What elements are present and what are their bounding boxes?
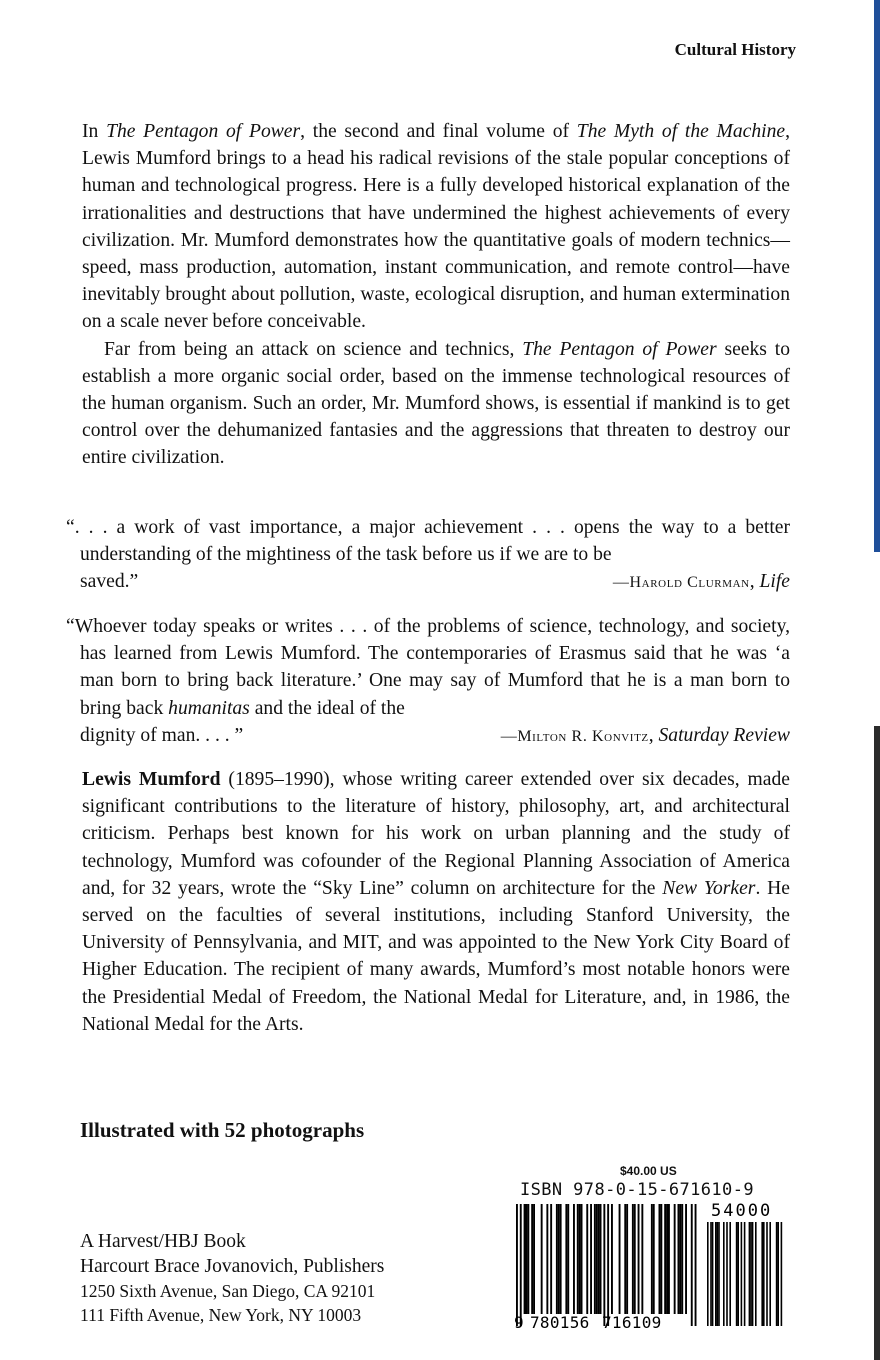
magazine-name: New Yorker — [662, 877, 756, 899]
barcode-bar — [594, 1204, 596, 1314]
description-paragraph-2: Far from being an attack on science and technics, The Pentagon of Power seeks to establish a more organic social order, based on the immense technological resources of the human organism. Such an order, Mr. Mumford shows, is essential if mankind is to get control over the dehumanized fantasies and the aggressions that threaten to destroy our entire civilization. — [82, 338, 790, 469]
barcode-bar — [641, 1204, 643, 1314]
barcode-left-digits: 780156 — [530, 1313, 590, 1332]
addon-bar — [726, 1222, 728, 1326]
addon-bar — [769, 1222, 771, 1326]
barcode-bar — [678, 1204, 680, 1314]
addon-bar — [710, 1222, 712, 1326]
quote-text-end: dignity of man. . . . ” — [80, 724, 244, 746]
review-quote-1 — [66, 514, 790, 597]
quote-text: “. . . a work of vast importance, a major achievement . . . opens the way to a better understanding of the mightiness of the task before us if we are to be — [66, 517, 790, 566]
barcode-bar — [526, 1204, 528, 1314]
barcode-first-digit: 9 — [514, 1313, 524, 1332]
barcode-bar — [558, 1204, 560, 1314]
publisher-block — [80, 1230, 384, 1327]
barcode-bar — [660, 1204, 662, 1314]
book-description — [82, 118, 790, 472]
barcode — [504, 1198, 794, 1334]
barcode-bar — [607, 1204, 609, 1326]
book-title: The Pentagon of Power — [106, 121, 301, 142]
barcode-bar — [651, 1204, 653, 1314]
barcode-bar — [546, 1204, 548, 1314]
barcode-bar — [638, 1204, 640, 1314]
barcode-bar — [596, 1204, 598, 1314]
addon-bar — [744, 1222, 746, 1326]
barcode-bar — [600, 1204, 602, 1314]
barcode-bar — [527, 1204, 529, 1314]
barcode-bar — [674, 1204, 676, 1314]
spine-edge-dark — [874, 726, 880, 1360]
addon-bar — [717, 1222, 719, 1326]
barcode-bar — [579, 1204, 581, 1314]
barcode-bar — [619, 1204, 621, 1314]
barcode-right-digits: 716109 — [602, 1313, 662, 1332]
barcode-bar — [556, 1204, 558, 1314]
barcode-bar — [550, 1204, 552, 1314]
barcode-bar — [695, 1204, 697, 1326]
category-label: Cultural History — [674, 40, 796, 59]
barcode-bar — [626, 1204, 628, 1314]
publisher-name: Harcourt Brace Jovanovich, Publishers — [80, 1255, 385, 1277]
barcode-bar — [691, 1204, 693, 1326]
author-name: Lewis Mumford — [82, 769, 221, 790]
ean13-bars — [516, 1204, 697, 1326]
addon-bar — [777, 1222, 779, 1326]
addon-bar — [752, 1222, 754, 1326]
addon-bar — [729, 1222, 731, 1326]
addon-bars — [707, 1222, 782, 1326]
addon-bar — [712, 1222, 714, 1326]
barcode-bar — [598, 1204, 600, 1314]
addon-bar — [750, 1222, 752, 1326]
barcode-bar — [567, 1204, 569, 1314]
addon-bar — [737, 1222, 739, 1326]
barcode-bar — [664, 1204, 666, 1314]
addon-bar — [755, 1222, 757, 1326]
isbn-text: ISBN 978-0-15-671610-9 — [520, 1180, 754, 1200]
review-quote-2 — [66, 613, 790, 750]
addon-bar — [781, 1222, 783, 1326]
barcode-bar — [573, 1204, 575, 1314]
quote-text: “Whoever today speaks or writes . . . of the problems of science, technology, and society, has learned from Lewis Mumford. The contemporaries of Erasmus said that he was ‘a man born to bring back literature.’ One may say of Mumford that he is a man born to bring back humanitas and the ideal of the — [66, 616, 790, 719]
barcode-bar — [681, 1204, 683, 1314]
publisher-address-1: 1250 Sixth Avenue, San Diego, CA 92101 — [80, 1281, 376, 1301]
barcode-bar — [634, 1204, 636, 1314]
addon-bar — [723, 1222, 725, 1326]
addon-bar — [761, 1222, 763, 1326]
barcode-bar — [679, 1204, 681, 1314]
barcode-bar — [611, 1204, 613, 1314]
addon-bar — [736, 1222, 738, 1326]
barcode-bar — [565, 1204, 567, 1314]
quote-text-end: saved.” — [80, 571, 139, 593]
series-title: The Myth of the Machine — [576, 121, 786, 142]
addon-bar — [741, 1222, 743, 1326]
addon-bar — [718, 1222, 720, 1326]
addon-bar — [707, 1222, 709, 1326]
barcode-bar — [624, 1204, 626, 1314]
barcode-addon-digits: 54000 — [711, 1201, 773, 1221]
barcode-bar — [586, 1204, 588, 1314]
book-title: The Pentagon of Power — [522, 338, 717, 360]
barcode-bar — [603, 1204, 605, 1326]
barcode-bar — [531, 1204, 533, 1314]
barcode-bar — [520, 1204, 522, 1326]
description-paragraph-1: In The Pentagon of Power, the second and final volume of The Myth of the Machine, Lewis Mumford brings to a head his radical revisions of the stale popular conceptions of human and technological progress. Here is a fully developed historical explanation of the irrationalities and destructions that have undermined the highest achievements of every civilization. Mr. Mumford demonstrates how the quantitative goals of modern technics—speed, mass production, automation, instant communication, and remote control—have inevitably brought about pollution, waste, ecological disruption, and human extermination on a scale never before conceivable. — [82, 121, 790, 333]
addon-bar — [749, 1222, 751, 1326]
barcode-bar — [653, 1204, 655, 1314]
illustrations-note: Illustrated with 52 photographs — [80, 1118, 365, 1142]
barcode-bar — [581, 1204, 583, 1314]
addon-bar — [763, 1222, 765, 1326]
barcode-bar — [685, 1204, 687, 1314]
barcode-bar — [560, 1204, 562, 1314]
addon-bar — [776, 1222, 778, 1326]
publisher-address-2: 111 Fifth Avenue, New York, NY 10003 — [80, 1305, 362, 1325]
barcode-bar — [668, 1204, 670, 1314]
addon-bar — [766, 1222, 768, 1326]
barcode-bar — [577, 1204, 579, 1314]
barcode-bar — [666, 1204, 668, 1314]
barcode-bar — [590, 1204, 592, 1314]
barcode-bar — [524, 1204, 526, 1314]
barcode-bar — [659, 1204, 661, 1314]
spine-edge-blue — [874, 0, 880, 552]
quote-attribution: —Harold Clurman, Life — [612, 571, 790, 593]
author-bio: Lewis Mumford (1895–1990), whose writing career extended over six decades, made significant contributions to the literature of history, philosophy, art, and architectural criticism. Perhaps best known for his work on urban planning and the study of technology, Mumford was cofounder of the Regional Planning Association of America and, for 32 years, wrote the “Sky Line” column on architecture for the New Yorker. He served on the faculties of several institutions, including Stanford University, the University of Pennsylvania, and MIT, and was appointed to the New York City Board of Higher Education. The recipient of many awards, Mumford’s most notable honors were the Presidential Medal of Freedom, the National Medal for Literature, and, in 1986, the National Medal for the Arts. — [82, 769, 790, 1035]
barcode-bar — [632, 1204, 634, 1314]
barcode-bar — [533, 1204, 535, 1314]
barcode-bar — [541, 1204, 543, 1314]
addon-bar — [715, 1222, 717, 1326]
quote-attribution: —Milton R. Konvitz, Saturday Review — [500, 724, 790, 746]
price-label: $40.00 US — [620, 1164, 677, 1178]
imprint: A Harvest/HBJ Book — [80, 1231, 246, 1252]
barcode-bar — [516, 1204, 518, 1326]
